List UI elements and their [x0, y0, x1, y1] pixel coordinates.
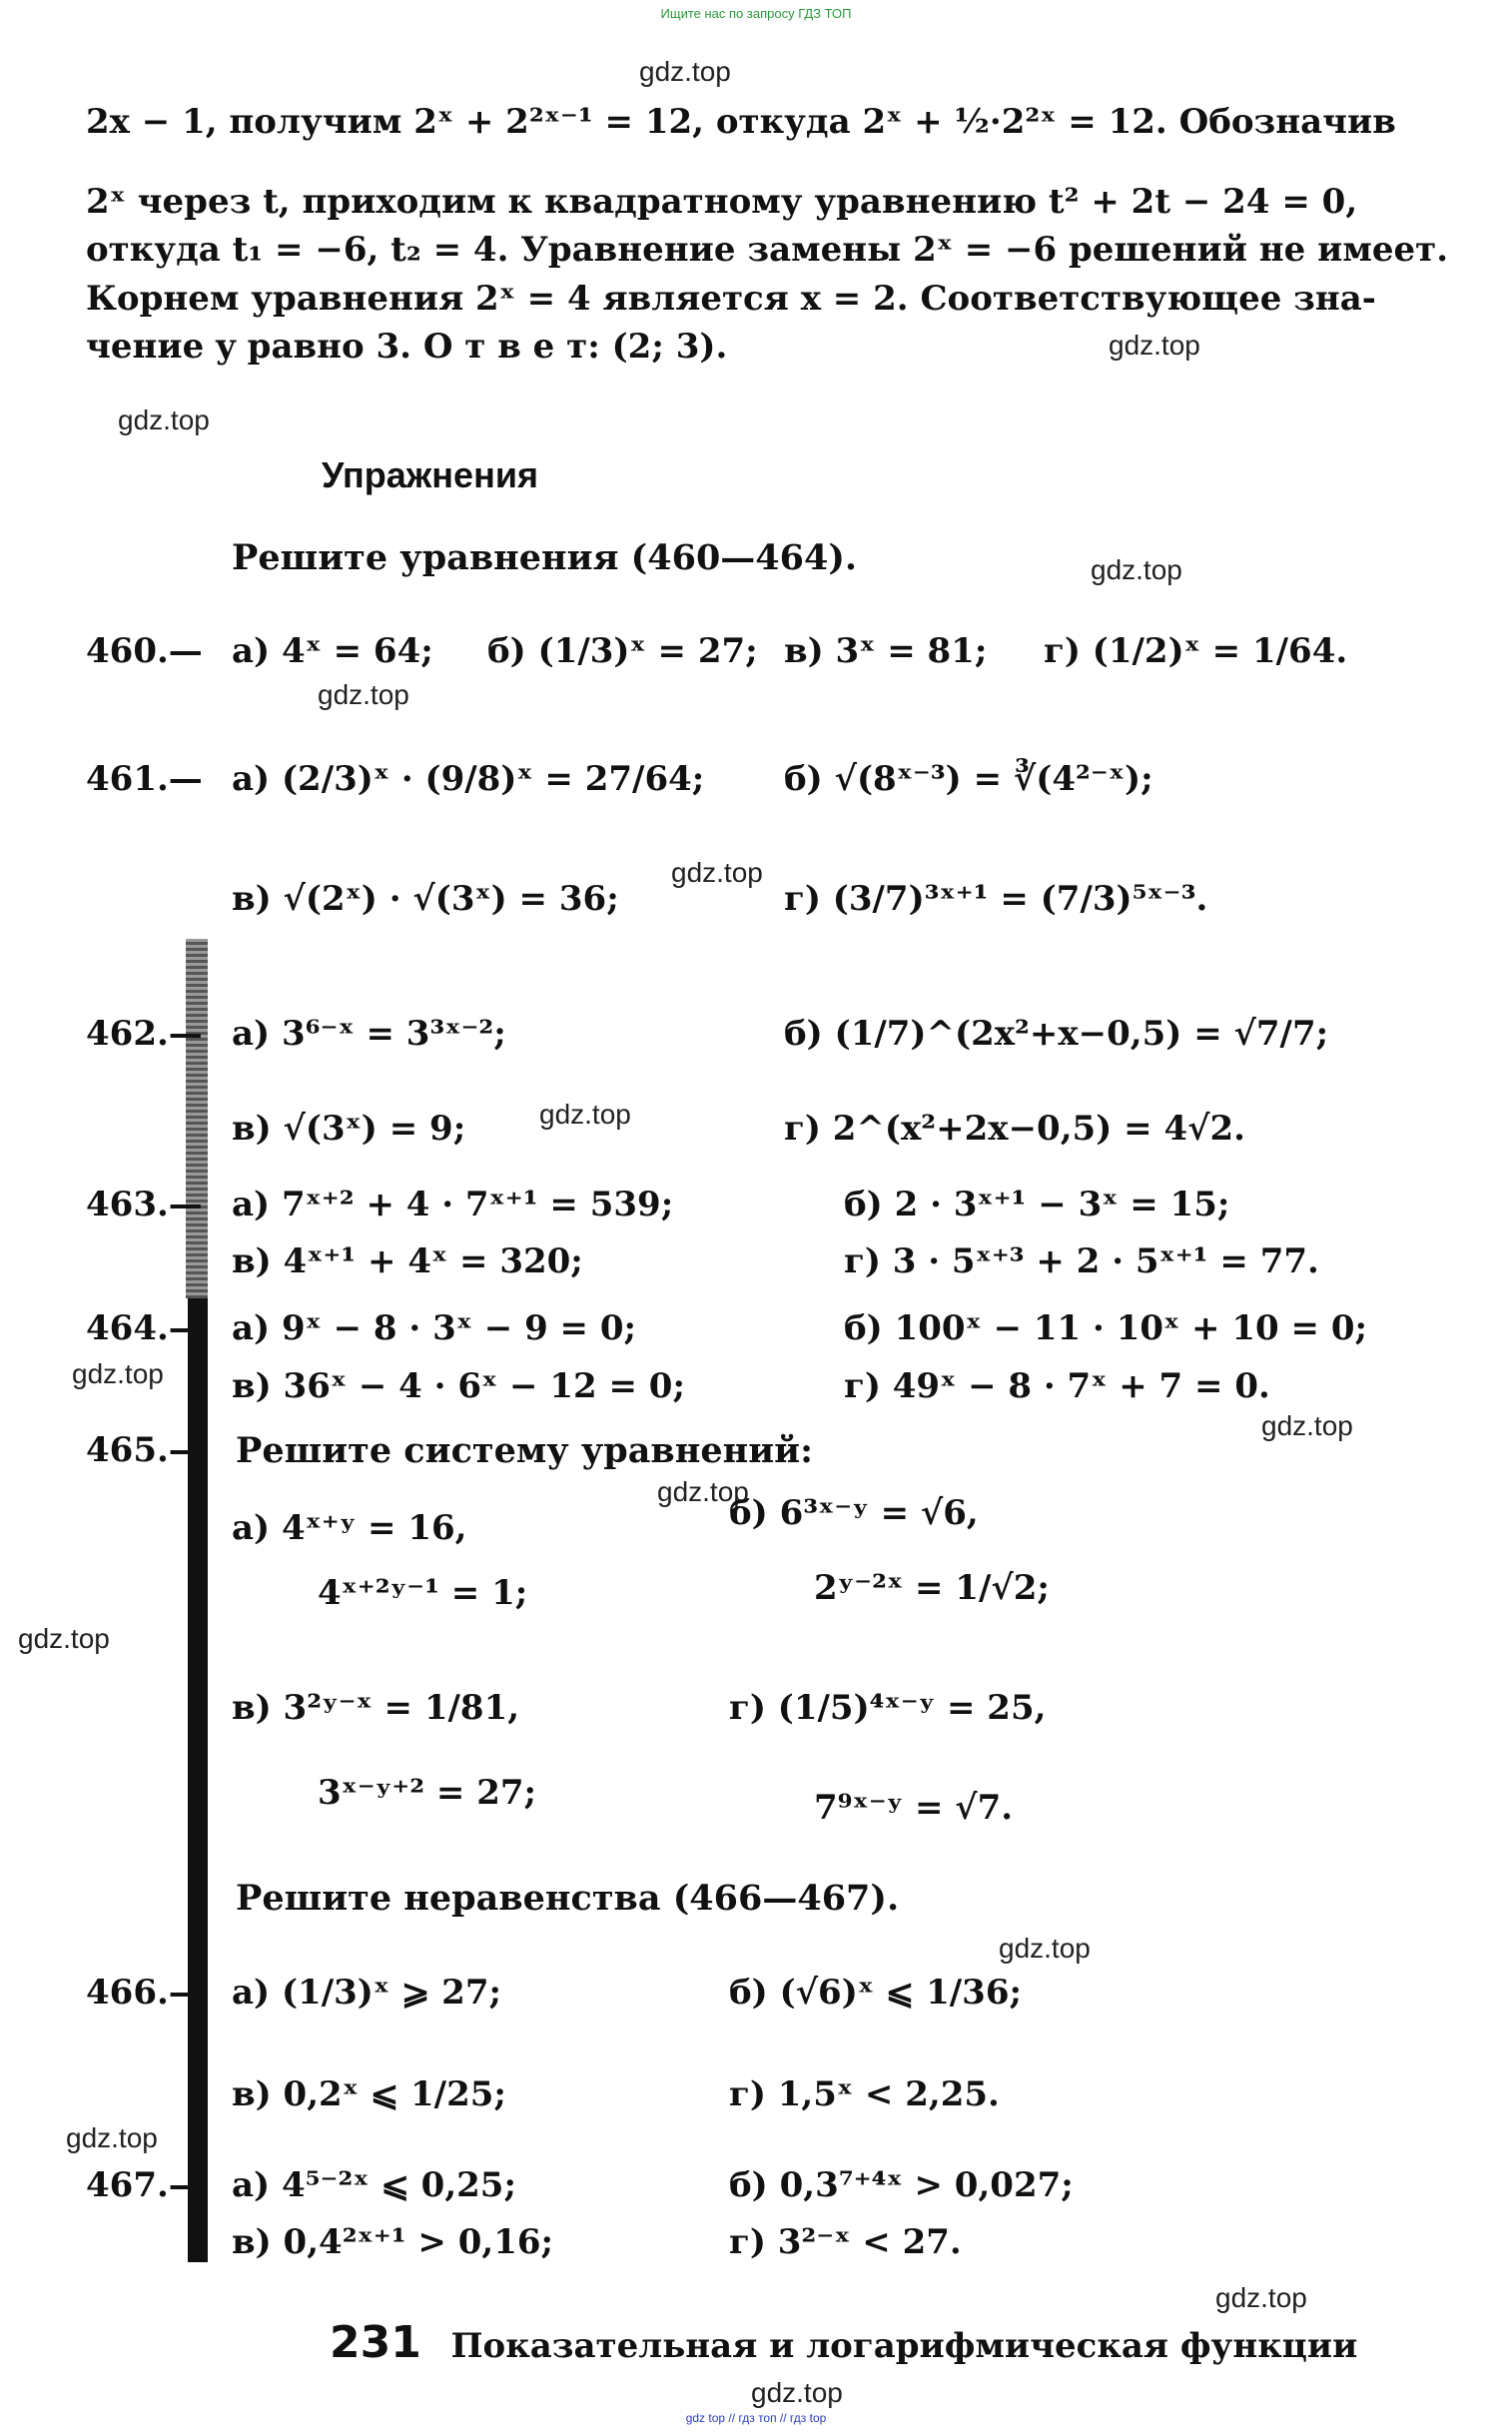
problem-item: г) 1,5ˣ < 2,25.: [729, 2074, 1000, 2114]
problem-item: а) 3⁶⁻ˣ = 3³ˣ⁻²;: [232, 1014, 506, 1054]
problem-number: 466.—: [86, 1973, 203, 2013]
problem-item: г) (3/7)³ˣ⁺¹ = (7/3)⁵ˣ⁻³.: [784, 879, 1208, 919]
problem-item: в) √(2ˣ) · √(3ˣ) = 36;: [232, 879, 619, 919]
system-line: б) 6³ˣ⁻ʸ = √6,: [729, 1493, 979, 1533]
problem-item: в) 36ˣ − 4 · 6ˣ − 12 = 0;: [232, 1366, 686, 1406]
chapter-title: Показательная и логарифмическая функции: [450, 2326, 1358, 2366]
problem-item: б) √(8ˣ⁻³) = ∛(4²⁻ˣ);: [784, 759, 1153, 799]
watermark: gdz.top: [1091, 554, 1182, 585]
sidebar-marker-gradient: [186, 939, 208, 1298]
intro-line: Корнем уравнения 2ˣ = 4 является x = 2. Соответствующее зна-: [86, 279, 1376, 319]
watermark: gdz.top: [72, 1358, 164, 1389]
section-title: Упражнения: [322, 454, 538, 495]
bottom-note: gdz top // гдз топ // гдз top: [685, 2411, 827, 2425]
problem-item: г) 3 · 5ˣ⁺³ + 2 · 5ˣ⁺¹ = 77.: [844, 1241, 1319, 1281]
watermark: gdz.top: [999, 1933, 1091, 1964]
problem-item: б) 2 · 3ˣ⁺¹ − 3ˣ = 15;: [844, 1185, 1230, 1224]
lead-inequalities: Решите неравенства (466—467).: [236, 1878, 900, 1919]
watermark: gdz.top: [18, 1623, 110, 1654]
watermark: gdz.top: [657, 1476, 749, 1507]
watermark: gdz.top: [639, 56, 731, 87]
watermark: gdz.top: [539, 1099, 631, 1130]
system-line: 4ˣ⁺²ʸ⁻¹ = 1;: [318, 1573, 528, 1613]
problem-item: а) 9ˣ − 8 · 3ˣ − 9 = 0;: [232, 1308, 637, 1348]
problem-item: г) (1/2)ˣ = 1/64.: [1044, 631, 1348, 671]
problem-item: в) 0,4²ˣ⁺¹ > 0,16;: [232, 2222, 554, 2262]
problem-number: 467.—: [86, 2165, 203, 2205]
problem-item: г) 2^(x²+2x−0,5) = 4√2.: [784, 1109, 1245, 1149]
problem-item: в) 3ˣ = 81;: [784, 631, 988, 671]
intro-line: откуда t₁ = −6, t₂ = 4. Уравнение замены 2ˣ = −6 решений не имеет.: [86, 230, 1449, 270]
system-line: 3ˣ⁻ʸ⁺² = 27;: [318, 1773, 537, 1813]
problem-item: а) (1/3)ˣ ⩾ 27;: [232, 1973, 502, 2013]
problem-item: а) (2/3)ˣ · (9/8)ˣ = 27/64;: [232, 759, 705, 799]
system-line: а) 4ˣ⁺ʸ = 16,: [232, 1508, 467, 1548]
problem-item: б) 100ˣ − 11 · 10ˣ + 10 = 0;: [844, 1308, 1368, 1348]
problem-item: а) 4⁵⁻²ˣ ⩽ 0,25;: [232, 2165, 517, 2205]
system-line: в) 3²ʸ⁻ˣ = 1/81,: [232, 1688, 520, 1728]
problem-item: в) √(3ˣ) = 9;: [232, 1109, 466, 1149]
watermark: gdz.top: [118, 405, 210, 435]
system-line: 2ʸ⁻²ˣ = 1/√2;: [814, 1568, 1050, 1608]
system-line: 7⁹ˣ⁻ʸ = √7.: [814, 1788, 1014, 1828]
problem-item: г) 49ˣ − 8 · 7ˣ + 7 = 0.: [844, 1366, 1270, 1406]
problem-item: а) 7ˣ⁺² + 4 · 7ˣ⁺¹ = 539;: [232, 1185, 674, 1224]
problem-item: б) (√6)ˣ ⩽ 1/36;: [729, 1973, 1023, 2013]
problem-item: б) (1/3)ˣ = 27;: [487, 631, 758, 671]
problem-number: 460.—: [86, 631, 203, 671]
top-note: Ищите нас по запросу ГДЗ ТОП: [660, 6, 852, 21]
page-footer: [330, 2317, 1357, 2368]
intro-line: чение y равно 3. О т в е т: (2; 3).: [86, 327, 728, 367]
problem-number: 463.—: [86, 1185, 203, 1224]
problem-item: а) 4ˣ = 64;: [232, 631, 433, 671]
problem-item: б) 0,3⁷⁺⁴ˣ > 0,027;: [729, 2165, 1074, 2205]
lead-equations: Решите уравнения (460—464).: [232, 537, 858, 578]
watermark: gdz.top: [751, 2377, 843, 2408]
problem-number: 464.—: [86, 1308, 203, 1348]
watermark: gdz.top: [1215, 2282, 1307, 2313]
page-number: 231: [330, 2317, 421, 2368]
watermark: gdz.top: [318, 679, 409, 710]
watermark: gdz.top: [66, 2122, 158, 2153]
lead-system: Решите систему уравнений:: [236, 1430, 814, 1471]
system-line: г) (1/5)⁴ˣ⁻ʸ = 25,: [729, 1688, 1047, 1728]
problem-item: б) (1/7)^(2x²+x−0,5) = √7/7;: [784, 1014, 1329, 1054]
problem-number: 462.—: [86, 1014, 203, 1054]
intro-line: 2ˣ через t, приходим к квадратному уравнению t² + 2t − 24 = 0,: [86, 182, 1358, 222]
intro-line: 2x − 1, получим 2ˣ + 2²ˣ⁻¹ = 12, откуда 2ˣ + ½·2²ˣ = 12. Обозначив: [86, 102, 1396, 142]
problem-number: 465.—: [86, 1430, 203, 1470]
problem-number: 461.—: [86, 759, 203, 799]
watermark: gdz.top: [1109, 330, 1200, 361]
watermark: gdz.top: [671, 857, 763, 888]
problem-item: в) 0,2ˣ ⩽ 1/25;: [232, 2074, 506, 2114]
watermark: gdz.top: [1261, 1410, 1353, 1441]
problem-item: в) 4ˣ⁺¹ + 4ˣ = 320;: [232, 1241, 583, 1281]
problem-item: г) 3²⁻ˣ < 27.: [729, 2222, 962, 2262]
